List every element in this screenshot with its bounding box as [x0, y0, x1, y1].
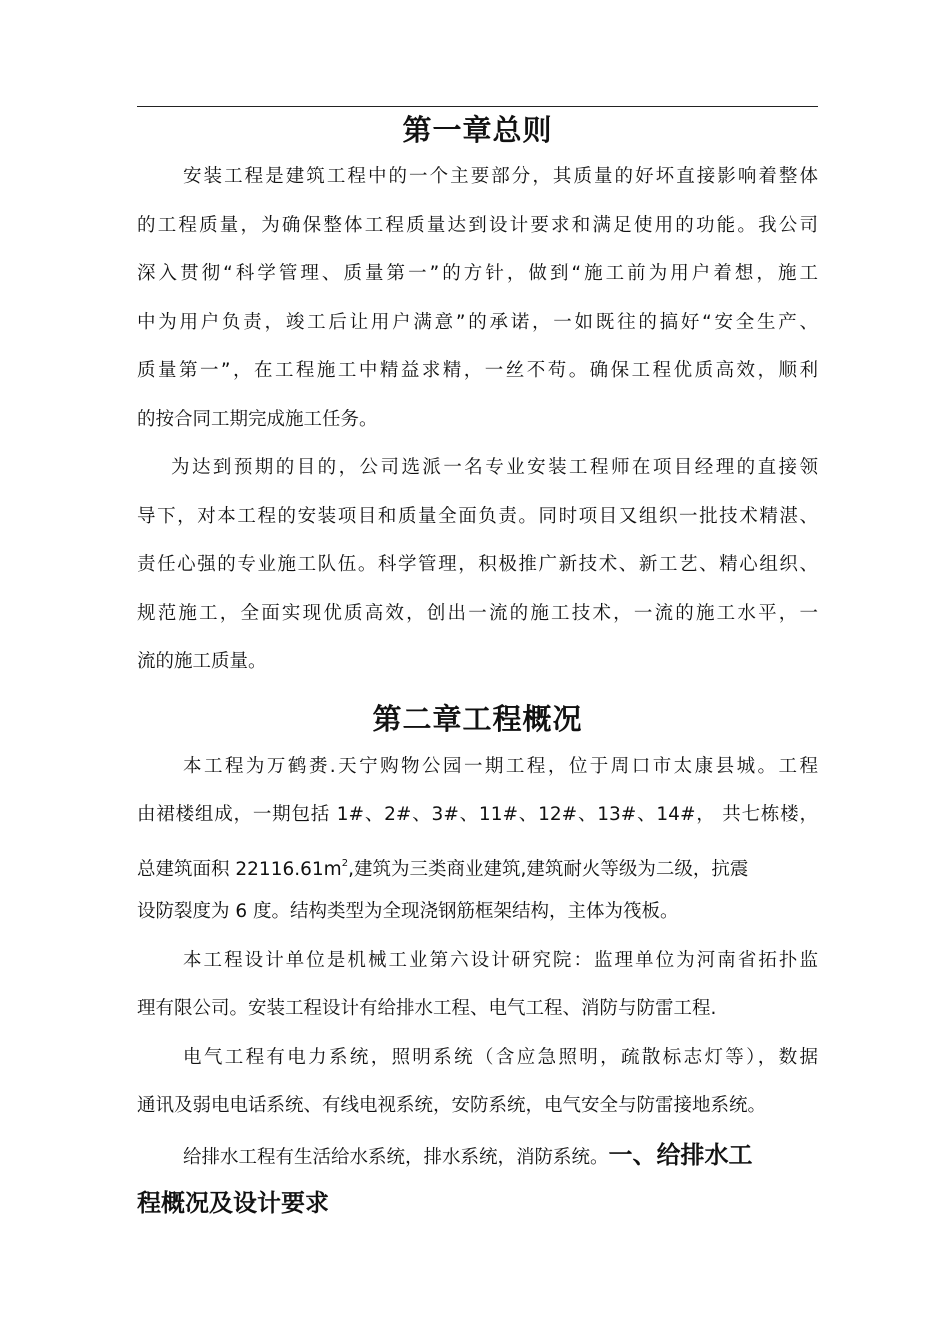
text-line: 理有限公司。安装工程设计有给排水工程、电气工程、消防与防雷工程.: [137, 998, 717, 1019]
text-line: 的工程质量，为确保整体工程质量达到设计要求和满足使用的功能。我公司: [137, 214, 818, 236]
chapter1-title: 第一章总则: [402, 113, 553, 147]
text-line: [137, 840, 818, 889]
text-line: [137, 1131, 818, 1180]
text-line: 导下，对本工程的安装项目和质量全面负责。同时项目又组织一批技术精湛、: [137, 505, 818, 527]
chapter1-paragraph-2: [137, 444, 818, 687]
document-page: [137, 107, 818, 1228]
section-heading: 一、给排水工: [608, 1140, 753, 1169]
text-segment: 给排水工程有生活给水系统，排水系统，消防系统。: [183, 1146, 609, 1168]
text-line: 通讯及弱电电话系统、有线电视系统，安防系统，电气安全与防雷接地系统。: [137, 1095, 767, 1116]
text-line: 安装工程是建筑工程中的一个主要部分，其质量的好坏直接影响着整体: [183, 166, 818, 187]
text-line: 质量第一”，在工程施工中精益求精，一丝不苟。确保工程优质高效，顺利: [137, 360, 818, 381]
text-line: 设防裂度为 6 度。结构类型为全现浇钢筋框架结构，主体为筏板。: [137, 901, 679, 922]
chapter2-paragraph-1: [137, 743, 818, 937]
text-segment: ,建筑为三类商业建筑,建筑耐火等级为二级，抗震: [348, 858, 749, 880]
text-line: 责任心强的专业施工队伍。科学管理，积极推广新技术、新工艺、精心组织、: [137, 554, 818, 575]
text-line: 流的施工质量。: [137, 651, 267, 672]
chapter2-paragraph-3: [137, 1034, 818, 1131]
area-unit-superscript: 2: [341, 857, 349, 869]
text-line: 深入贯彻“科学管理、质量第一”的方针，做到“施工前为用户着想，施工: [137, 263, 818, 284]
chapter2-paragraph-4: [137, 1131, 818, 1228]
text-line: 规范施工，全面实现优质高效，创出一流的施工技术，一流的施工水平，一: [137, 602, 818, 624]
text-line: 本工程为万鹤赉.天宁购物公园一期工程，位于周口市太康县城。工程: [183, 755, 818, 777]
chapter1-paragraph-1: [137, 153, 818, 444]
text-line: 中为用户负责，竣工后让用户满意”的承诺，一如既往的搞好“安全生产、: [137, 311, 818, 333]
text-line: [137, 1179, 818, 1228]
text-line: 电气工程有电力系统，照明系统（含应急照明，疏散标志灯等），数据: [183, 1046, 818, 1068]
text-line: 本工程设计单位是机械工业第六设计研究院：监理单位为河南省拓扑监: [183, 949, 818, 971]
text-line: 的按合同工期完成施工任务。: [137, 408, 378, 430]
chapter2-title: 第二章工程概况: [372, 701, 583, 736]
text-line: 由裙楼组成，一期包括 1#、2#、3#、11#、12#、13#、14#， 共七栋楼，: [137, 804, 818, 825]
text-line: 为达到预期的目的，公司选派一名专业安装工程师在项目经理的直接领: [171, 457, 818, 478]
section-heading: 程概况及设计要求: [137, 1189, 329, 1217]
area-value: 总建筑面积 22116.61m: [137, 858, 342, 880]
chapter2-paragraph-2: [137, 937, 818, 1034]
